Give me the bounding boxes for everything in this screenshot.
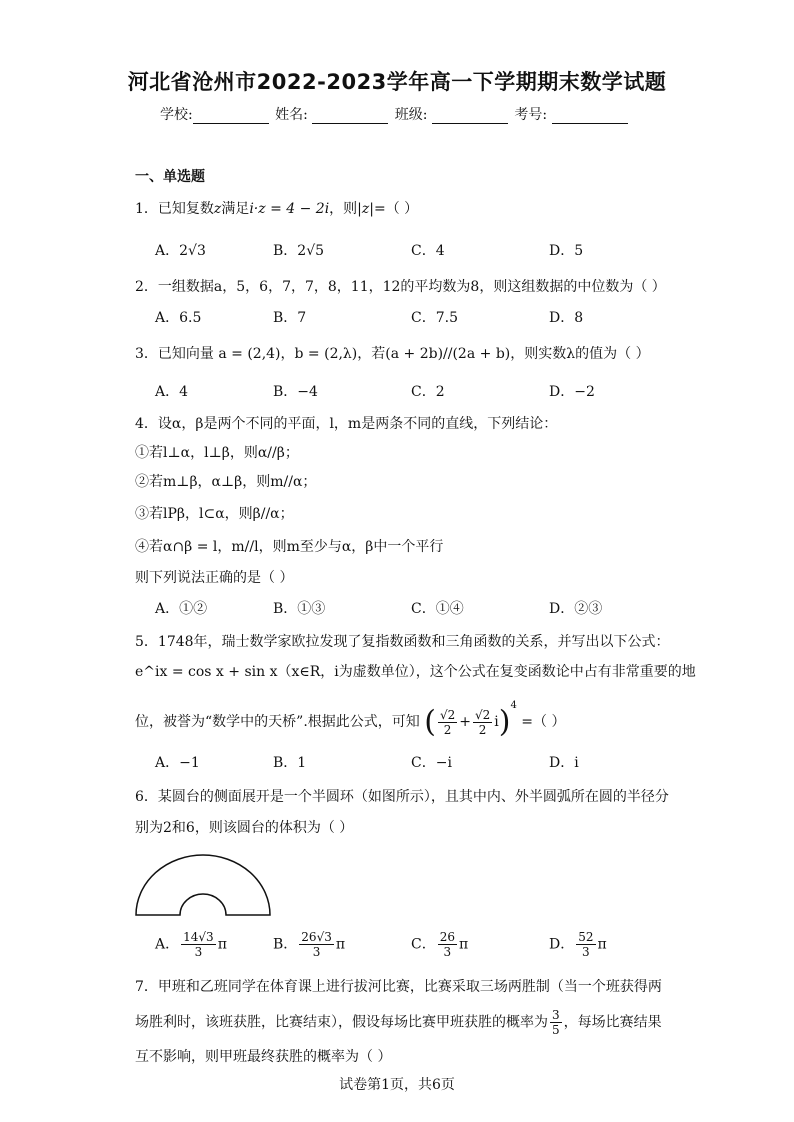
q7-frac-den: 5 <box>552 1023 560 1037</box>
q4-option-b[interactable]: B．①③ <box>273 601 326 617</box>
q7-frac-num: 3 <box>552 1008 560 1022</box>
q5-line-2: e^ix = cos x + sin x（x∈R，i为虚数单位），这个公式在复变函数论中占有非常重要的地 <box>135 664 696 680</box>
q5-line-1: 5．1748年，瑞士数学家欧拉发现了复指数函数和三角函数的关系，并写出以下公式： <box>135 634 670 650</box>
q6-option-b-pi: π <box>335 936 346 953</box>
q6-option-a-label: A． <box>155 936 180 953</box>
q6-option-d-label: D． <box>549 936 575 953</box>
q5-left-paren: ( <box>424 704 436 740</box>
q4-options <box>155 598 675 618</box>
page-footer: 试卷第1页，共6页 <box>339 1077 455 1093</box>
q2-options <box>155 307 675 327</box>
q7-probability-frac <box>550 1008 562 1037</box>
q5-option-c[interactable]: C．−i <box>411 755 452 771</box>
q4-statement-4: ④若α∩β = l，m//l，则m至少与α，β中一个平行 <box>135 539 444 555</box>
q5-line-3 <box>135 700 565 740</box>
q2-option-a[interactable]: A．6.5 <box>155 310 202 326</box>
q1-abs-z: |z| <box>357 201 374 217</box>
q4-statement-3: ③若lPβ，l⊂α，则β//α； <box>135 506 294 522</box>
question-3: 3．已知向量 a = (2,4)，b = (2,λ)，若(a + 2b)//(2a + b)，则实数λ的值为（ ） <box>135 346 650 362</box>
q1-option-c[interactable]: C．4 <box>411 243 445 259</box>
q6-option-a[interactable] <box>155 930 227 959</box>
q6-option-c-num: 26 <box>439 930 455 944</box>
q6-option-b-den: 3 <box>312 945 321 959</box>
q7-line-1: 7．甲班和乙班同学在体育课上进行拔河比赛，比赛采取三场两胜制（当一个班获得两 <box>135 979 662 995</box>
q7-line-2 <box>135 1008 662 1037</box>
q1-option-d[interactable]: D．5 <box>549 243 584 259</box>
q1-equation: i·z = 4 − 2i <box>249 201 330 217</box>
q1-options <box>155 240 675 260</box>
q6-option-d-num: 52 <box>578 930 594 944</box>
q4-ask: 则下列说法正确的是（ ） <box>135 570 294 586</box>
q5-line-3-text: 位，被誉为“数学中的天桥”.根据此公式，可知 <box>135 714 420 730</box>
class-blank[interactable] <box>432 109 508 124</box>
name-blank[interactable] <box>312 109 388 124</box>
class-label: 班级: <box>394 107 428 123</box>
q4-statement-1: ①若l⊥α，l⊥β，则α//β； <box>135 445 299 461</box>
q5-frac-2-den: 2 <box>478 722 487 737</box>
q4-option-d[interactable]: D．②③ <box>549 601 603 617</box>
q1-text-a: 1．已知复数 <box>135 201 214 217</box>
id-blank[interactable] <box>552 109 628 124</box>
q6-option-d[interactable] <box>549 930 607 959</box>
q3-option-a[interactable]: A．4 <box>155 384 189 400</box>
q2-option-b[interactable]: B．7 <box>273 310 307 326</box>
q5-frac-1-den: 2 <box>443 722 452 737</box>
q6-option-a-pi: π <box>217 936 227 953</box>
q5-exponent: 4 <box>510 700 517 711</box>
id-label: 考号: <box>514 107 548 123</box>
name-label: 姓名: <box>275 107 308 123</box>
half-annulus-figure <box>133 852 273 918</box>
q6-line-2: 别为2和6，则该圆台的体积为（ ） <box>135 820 354 836</box>
q1-text-b: 满足 <box>221 201 250 217</box>
q5-frac-1 <box>438 708 457 737</box>
question-4: 4．设α，β是两个不同的平面，l，m是两条不同的直线，下列结论： <box>135 416 558 432</box>
section-title: 一、单选题 <box>135 169 205 185</box>
q5-frac-2 <box>473 708 492 737</box>
q6-option-c-label: C． <box>411 936 436 953</box>
q7-line-2-text: 场胜利时，该班获胜，比赛结束），假设每场比赛甲班获胜的概率为 <box>135 1014 548 1031</box>
q2-option-c[interactable]: C．7.5 <box>411 310 458 326</box>
q1-text-c: ，则 <box>329 201 358 217</box>
q5-option-d[interactable]: D．i <box>549 755 579 771</box>
q6-option-b-label: B． <box>273 936 298 953</box>
q6-option-a-frac <box>181 930 216 959</box>
q1-option-b[interactable]: B．2√5 <box>273 243 325 259</box>
q5-option-a[interactable]: A．−1 <box>155 755 200 771</box>
q6-option-a-den: 3 <box>194 945 203 959</box>
q6-option-b-num: 26√3 <box>301 930 332 944</box>
q6-line-1: 6．某圆台的侧面展开是一个半圆环（如图所示），且其中内、外半圆弧所在圆的半径分 <box>135 789 669 805</box>
q3-options <box>155 381 675 401</box>
student-info-row <box>160 104 630 124</box>
half-annulus-outline <box>136 855 270 915</box>
q6-option-d-pi: π <box>597 936 607 953</box>
school-label: 学校: <box>160 107 193 123</box>
q4-statement-2: ②若m⊥β，α⊥β，则m//α； <box>135 474 317 490</box>
question-2: 2．一组数据a，5，6，7，7，8，11，12的平均数为8，则这组数据的中位数为（ ） <box>135 279 666 295</box>
q6-option-b[interactable] <box>273 930 345 959</box>
q3-option-b[interactable]: B．−4 <box>273 384 318 400</box>
q1-text-d: =（ ） <box>373 201 419 217</box>
q6-option-c[interactable] <box>411 930 468 959</box>
school-blank[interactable] <box>193 109 269 124</box>
question-1 <box>135 198 418 218</box>
q5-frac-2-num: √2 <box>474 707 491 722</box>
q5-i: i <box>494 714 499 730</box>
q1-option-a[interactable]: A．2√3 <box>155 243 206 259</box>
q2-option-d[interactable]: D．8 <box>549 310 584 326</box>
q3-option-d[interactable]: D．−2 <box>549 384 595 400</box>
q7-line-2-tail: ，每场比赛结果 <box>563 1014 662 1031</box>
q5-options <box>155 752 675 772</box>
q6-option-c-den: 3 <box>443 945 452 959</box>
q5-right-paren: ) <box>498 704 511 740</box>
q1-var-z: z <box>213 201 222 217</box>
q6-option-d-frac <box>576 930 595 959</box>
q5-option-b[interactable]: B．1 <box>273 755 307 771</box>
q6-option-d-den: 3 <box>582 945 590 959</box>
q5-frac-1-num: √2 <box>439 707 456 722</box>
q5-line-3-tail: =（ ） <box>521 714 566 730</box>
q7-line-3: 互不影响，则甲班最终获胜的概率为（ ） <box>135 1049 392 1065</box>
q6-options <box>155 930 675 960</box>
q6-option-a-num: 14√3 <box>183 930 214 944</box>
q6-option-c-frac <box>438 930 457 959</box>
q5-plus: + <box>459 714 471 730</box>
q6-option-c-pi: π <box>459 936 469 953</box>
q4-option-c[interactable]: C．①④ <box>411 601 464 617</box>
q6-option-b-frac <box>299 930 334 959</box>
q4-option-a[interactable]: A．①② <box>155 601 208 617</box>
page-title: 河北省沧州市2022-2023学年高一下学期期末数学试题 <box>127 70 667 94</box>
q3-option-c[interactable]: C．2 <box>411 384 445 400</box>
